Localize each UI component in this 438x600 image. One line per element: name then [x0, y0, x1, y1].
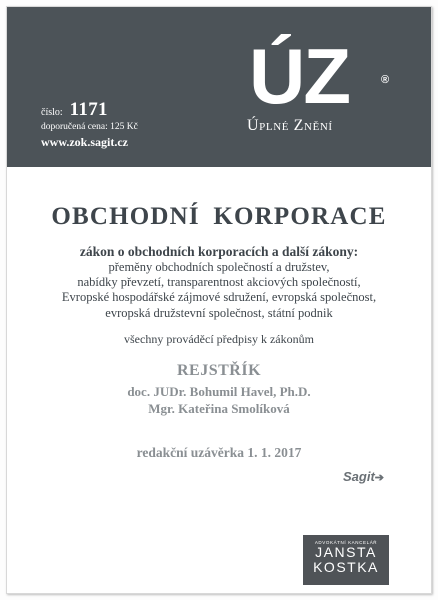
uz-logo-mark — [243, 32, 393, 120]
publisher-logo — [343, 469, 384, 484]
subtitle-line: Evropské hospodářské zájmové sdružení, evropská společnost, — [61, 290, 377, 305]
series-number-label: číslo: — [41, 107, 63, 118]
series-info — [41, 99, 138, 150]
law-firm-name-line: KOSTKA — [313, 559, 379, 575]
law-firm-label: ADVOKÁTNÍ KANCELÁŘ — [314, 540, 378, 545]
editorial-deadline: redakční uzávěrka 1. 1. 2017 — [136, 445, 302, 460]
author-name: Mgr. Kateřina Smolíková — [148, 401, 290, 416]
book-cover — [6, 6, 432, 594]
book-subtitle — [7, 243, 431, 321]
uz-logo-letters: ÚZ — [249, 32, 349, 120]
law-firm-badge — [303, 535, 389, 585]
registered-mark: ® — [381, 74, 388, 86]
subtitle-line: nabídky převzetí, transparentnost akciových společností, — [77, 275, 361, 290]
cover-header-band — [7, 7, 431, 167]
subtitle-lead: zákon o obchodních korporacích a další zákony: — [79, 244, 359, 259]
arrow-icon: ➔ — [374, 472, 385, 484]
uz-logo-subtitle: Úplné Znění — [247, 117, 333, 134]
series-number-row — [41, 99, 138, 121]
book-title: OBCHODNÍ KORPORACE — [51, 203, 387, 230]
subtitle-line: přeměny obchodních společností a družstev, — [108, 260, 330, 274]
law-firm-name-line: JANSTA — [315, 544, 377, 560]
implementing-regulations-note: všechny prováděcí předpisy k zákonům — [124, 332, 314, 346]
subtitle-line: evropská družstevní společnost, státní podnik — [105, 305, 333, 320]
publisher-name: Sagit — [343, 469, 375, 484]
author-name: doc. JUDr. Bohumil Havel, Ph.D. — [127, 384, 311, 399]
register-section — [7, 362, 431, 417]
website-url: www.zok.sagit.cz — [41, 135, 128, 149]
uz-logo — [243, 32, 393, 135]
recommended-price: doporučená cena: 125 Kč — [41, 122, 138, 132]
series-number: 1171 — [69, 99, 108, 120]
register-heading: REJSTŘÍK — [176, 362, 262, 379]
